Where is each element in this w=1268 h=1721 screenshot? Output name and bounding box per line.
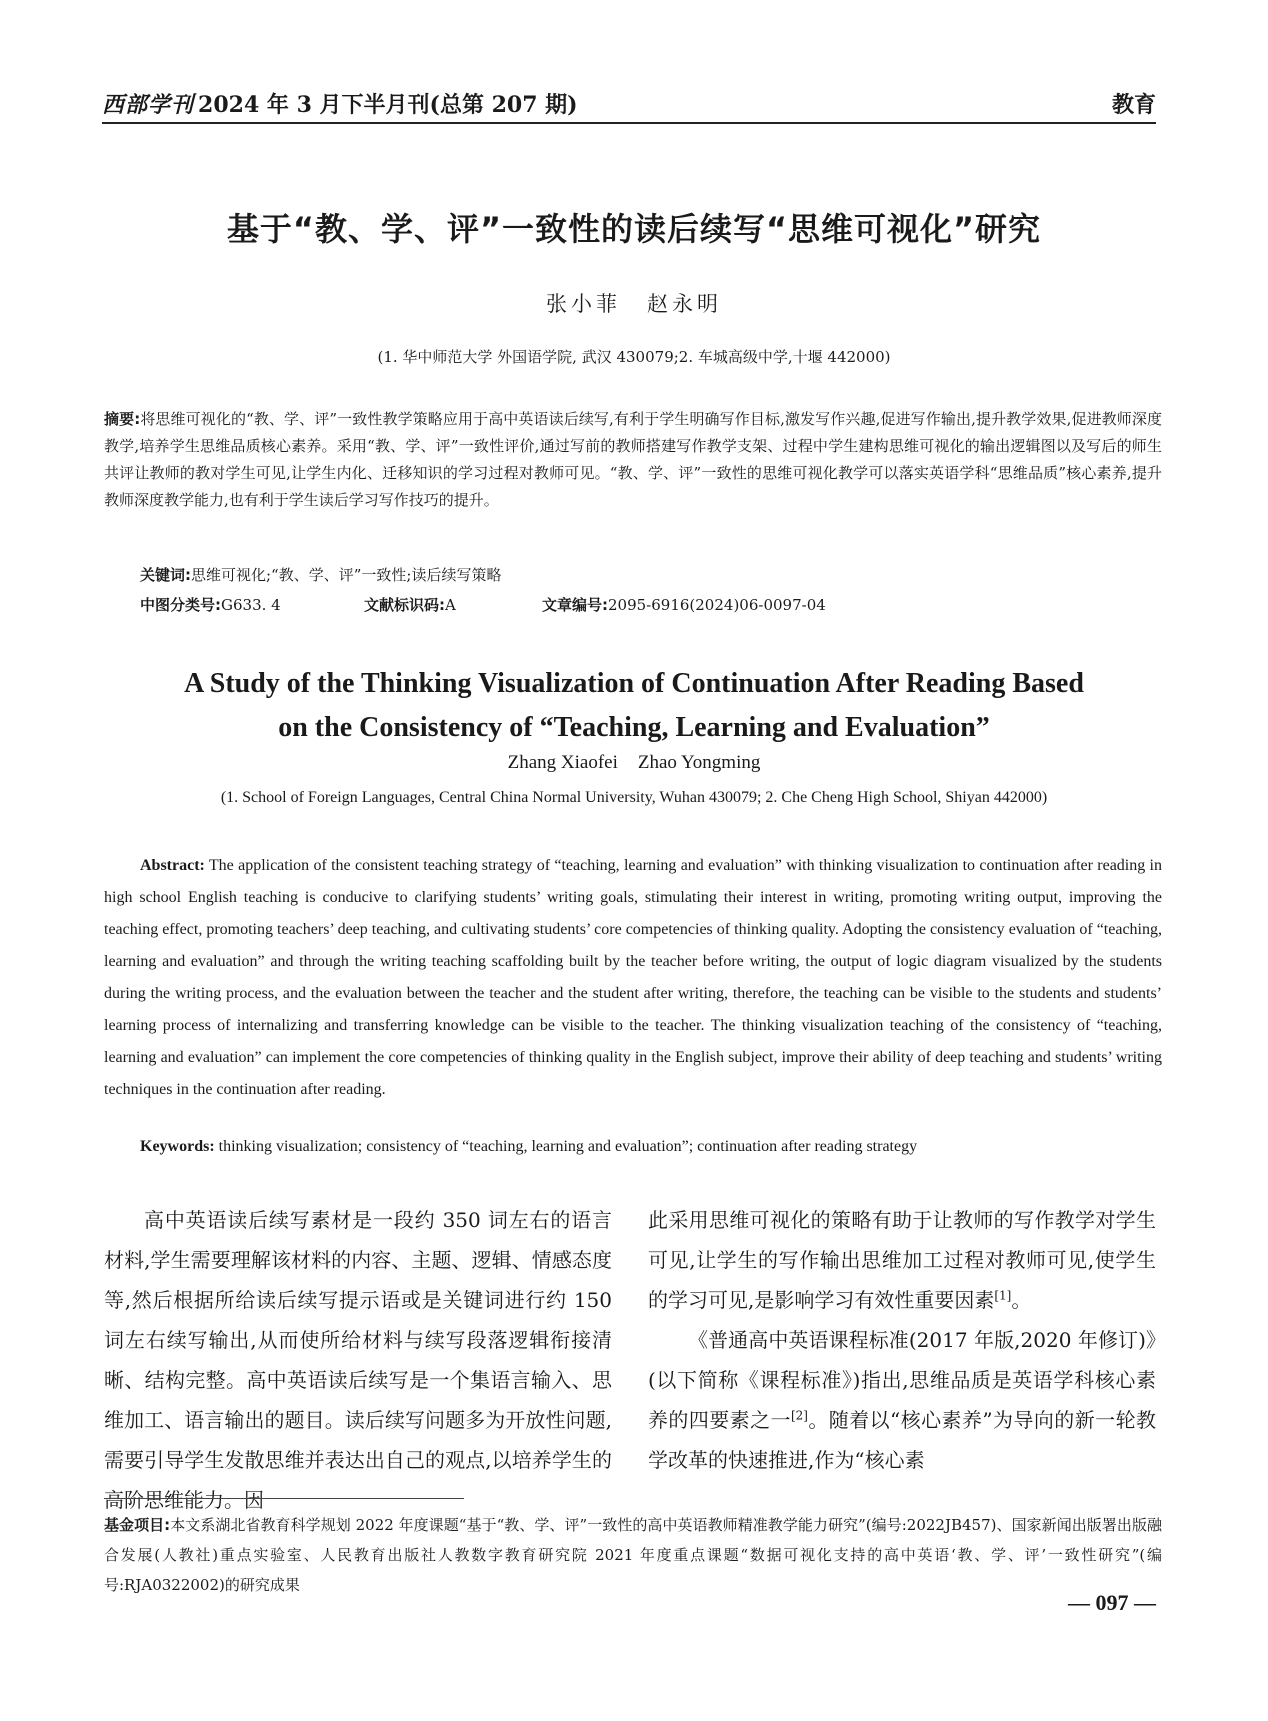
body-column-left xyxy=(104,1200,612,1520)
author-en: Zhang Xiaofei xyxy=(507,752,618,773)
keywords-en-text: thinking visualization; consistency of “teaching, learning and evaluation”; continuation after reading strategy xyxy=(218,1138,918,1155)
author-cn: 赵永明 xyxy=(647,292,722,316)
author-en: Zhao Yongming xyxy=(637,752,761,773)
journal-issue-line xyxy=(102,88,578,119)
header-rule xyxy=(102,122,1156,124)
section-label: 教育 xyxy=(1111,92,1156,118)
body-paragraph: 《普通高中英语课程标准(2017 年版,2020 年修订)》(以下简称《课程标准》)指出,思维品质是英语学科核心素养的四要素之一[2]。随着以“核心素养”为导向的新一轮教学改革的快速推进,作为“核心素 xyxy=(648,1328,1156,1472)
body-paragraph: 高中英语读后续写素材是一段约 350 词左右的语言材料,学生需要理解该材料的内容、主题、逻辑、情感态度等,然后根据所给读后续写提示语或是关键词进行约 150 词左右续写输出,从而使所给材料与续写段落逻辑衔接清晰、结构完整。高中英语读后续写是一个集语言输入、思维加工、语言输出的题目。读后续写问题多为开放性问题,需要引导学生发散思维并表达出自己的观点,以培养学生的高阶思维能力。因 xyxy=(104,1208,612,1512)
article-number: 文章编号:2095-6916(2024)06-0097-04 xyxy=(542,596,826,614)
abstract-cn-label: 摘要: xyxy=(104,410,141,428)
body-paragraph: 此采用思维可视化的策略有助于让教师的写作教学对学生可见,让学生的写作输出思维加工过程对教师可见,使学生的学习可见,是影响学习有效性重要因素[1]。 xyxy=(648,1208,1156,1312)
title-en-line: A Study of the Thinking Visualization of Continuation After Reading Based xyxy=(184,668,1084,699)
page-number: — 097 — xyxy=(1068,1590,1156,1615)
abstract-cn-text: 将思维可视化的“教、学、评”一致性教学策略应用于高中英语读后续写,有利于学生明确写作目标,激发写作兴趣,促进写作输出,提升教学效果,促进教师深度教学,培养学生思维品质核心素养。采用“教、学、评”一致性评价,通过写前的教师搭建写作教学支架、过程中学生建构思维可视化的输出逻辑图以及写后的师生共评让教师的教对学生可见,让学生内化、迁移知识的学习过程对教师可见。“教、学、评”一致性的思维可视化教学可以落实英语学科“思维品质”核心素养,提升教师深度教学能力,也有利于学生读后学习写作技巧的提升。 xyxy=(104,410,1163,509)
journal-logo: 西部学刊 xyxy=(102,92,195,118)
abstract-cn xyxy=(104,406,1162,514)
clc-number: 中图分类号:G633. 4 xyxy=(140,596,281,614)
article-title-en xyxy=(0,662,1268,750)
keywords-cn xyxy=(140,564,501,585)
abstract-en-text: The application of the consistent teaching strategy of “teaching, learning and evaluation” with thinking visualization to continuation after reading in high school English teaching is conducive to clarifying students’ writing goals, stimulating their interest in writing, promoting writing output, improving the teaching effect, promoting teachers’ deep teaching, and cultivating students’ core competencies of thinking quality. Adopting the consistency evaluation of “teaching, learning and evaluation” and through the writing teaching scaffolding built by the teacher before writing, the output of logic diagram visualized by the students during the writing process, and the evaluation between the teacher and the student after writing, therefore, the teaching can be visible to the students and students’ learning process of internalizing and transferring knowledge can be visible to the teacher. The thinking visualization teaching of the consistency of “teaching, learning and evaluation” can implement the core competencies of thinking quality in the English subject, improve their ability of deep teaching and students’ writing techniques in the continuation after reading. xyxy=(104,857,1162,1098)
issue-label: 2024 年 3 月下半月刊(总第 207 期) xyxy=(198,92,578,118)
keywords-cn-label: 关键词: xyxy=(140,566,191,584)
footnote-rule xyxy=(104,1498,464,1499)
authors-en xyxy=(0,752,1268,774)
footnote-label: 基金项目: xyxy=(104,1516,171,1534)
keywords-cn-text: 思维可视化;“教、学、评”一致性;读后续写策略 xyxy=(191,566,502,584)
affiliation-en: (1. School of Foreign Languages, Central China Normal University, Wuhan 430079; 2. Che Cheng High School, Shiyan 442000) xyxy=(220,789,1048,806)
citation-ref[interactable]: [2] xyxy=(790,1408,808,1423)
abstract-en xyxy=(104,850,1162,1106)
footnote-text: 本文系湖北省教育科学规划 2022 年度课题“基于“教、学、评”一致性的高中英语教师精准教学能力研究”(编号:2022JB457)、国家新闻出版署出版融合发展(人教社)重点实验室、人民教育出版社人教数字教育研究院 2021 年度重点课题“数据可视化支持的高中英语‘教、学、评’一致性研究”(编号:RJA0322002)的研究成果 xyxy=(104,1516,1162,1594)
keywords-en xyxy=(140,1138,917,1156)
affiliation-cn: (1. 华中师范大学 外国语学院, 武汉 430079;2. 车城高级中学,十堰 442000) xyxy=(377,348,891,366)
abstract-en-label: Abstract: xyxy=(140,857,205,874)
title-en-line: on the Consistency of “Teaching, Learning and Evaluation” xyxy=(278,712,990,743)
body-column-right xyxy=(648,1200,1156,1480)
funding-footnote xyxy=(104,1510,1162,1600)
citation-ref[interactable]: [1] xyxy=(994,1288,1012,1303)
document-code: 文献标识码:A xyxy=(364,596,456,614)
article-title-cn: 基于“教、学、评”一致性的读后续写“思维可视化”研究 xyxy=(226,210,1042,248)
running-header xyxy=(102,84,1156,124)
keywords-en-label: Keywords: xyxy=(140,1138,215,1155)
author-cn: 张小菲 xyxy=(546,292,621,316)
authors-cn xyxy=(0,288,1268,318)
